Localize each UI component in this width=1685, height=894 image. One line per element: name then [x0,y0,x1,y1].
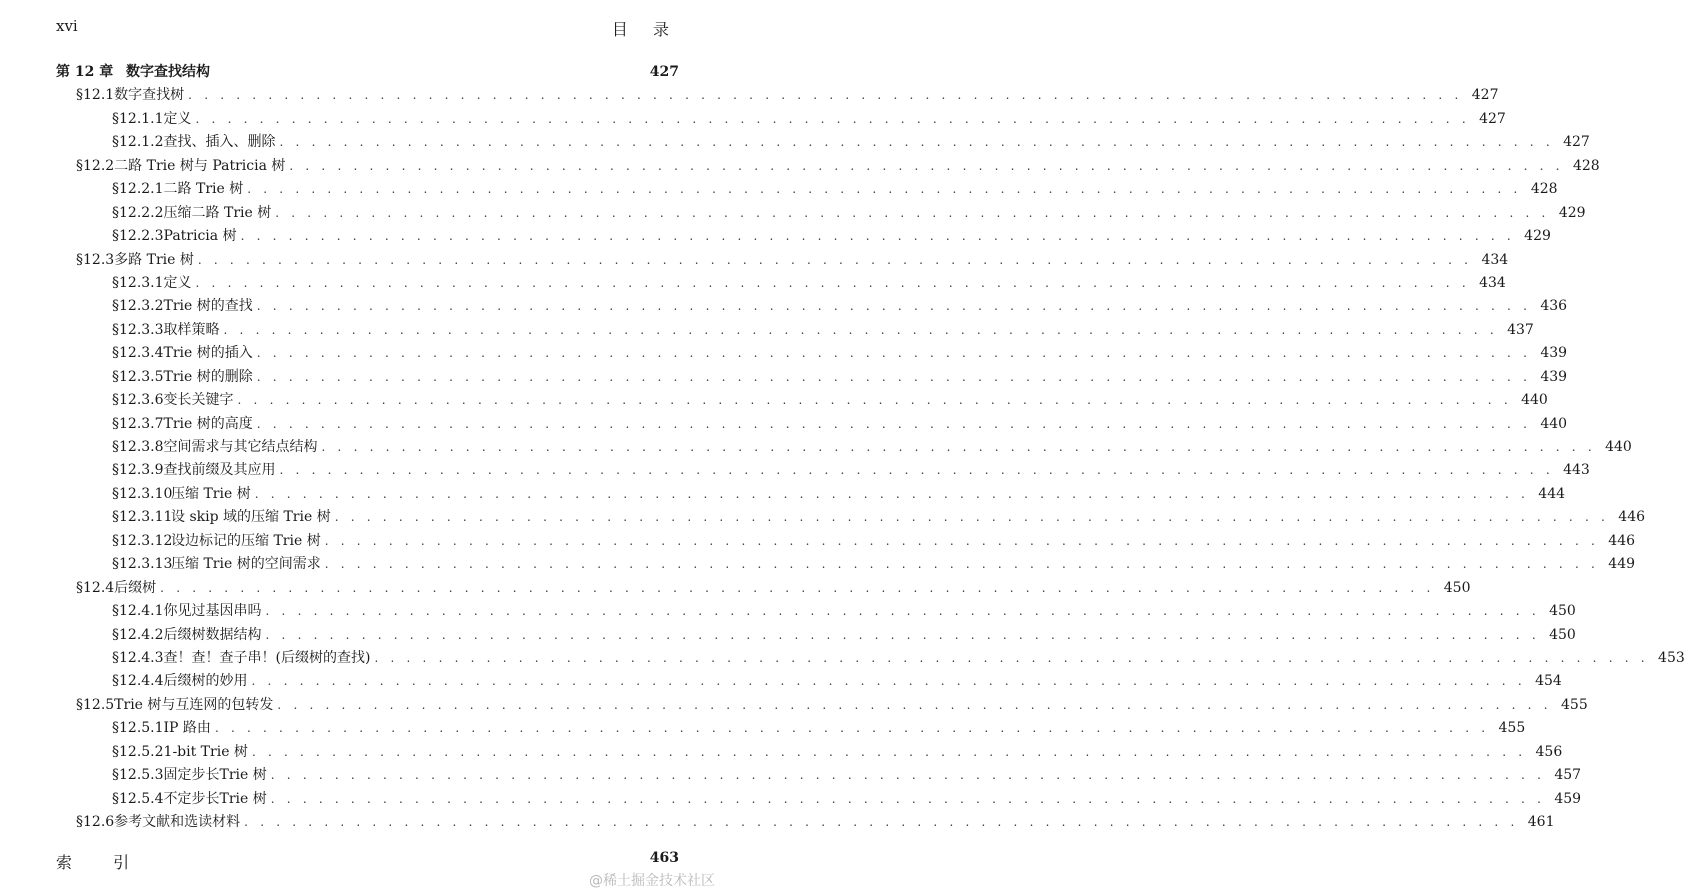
toc-page-number: 427 [1479,110,1506,127]
toc-title: 压缩 Trie 树的空间需求 [171,556,321,573]
toc-subsection-row[interactable] [56,413,1568,436]
dot-leader: . . . . . . . . . . . . . . . . . . . . . . . . . . . . . . . . . . . . . . . . . . . . . . . . . . . . . . . . . . . . . . . . . . . . . . . . . . . . . . . . [247,182,1522,197]
toc-subsection-row[interactable] [56,436,1632,459]
toc-title: 压缩 Trie 树 [171,485,251,502]
toc-title: Trie 树的插入 [163,345,253,362]
toc-page-number: 443 [1563,462,1590,479]
toc-title: 后缀树数据结构 [163,626,262,643]
toc-title: 变长关键字 [163,392,234,409]
toc-number: §12.2.3 [112,228,164,245]
toc-subsection-row[interactable] [56,483,1566,506]
toc-title: Trie 树的高度 [163,415,253,432]
toc-subsection-row[interactable] [56,366,1568,389]
toc-page-number: 427 [1471,87,1499,104]
toc-title: 二路 Trie 树 [163,181,244,198]
toc-page-number: 437 [1507,321,1534,338]
toc-title: 设边标记的压缩 Trie 树 [171,532,321,549]
toc-title: 固定步长Trie 树 [163,767,267,784]
toc-title: 你见过基因串吗 [163,603,262,620]
toc-title: 不定步长Trie 树 [163,790,267,807]
toc-page-number: 434 [1479,274,1506,291]
toc-page-number: 440 [1521,392,1548,409]
dot-leader: . . . . . . . . . . . . . . . . . . . . . . . . . . . . . . . . . . . . . . . . . . . . . . . . . . . . . . . . . . . . . . . . . . . . . . . . . . . . . . . . [237,393,1512,408]
toc-page-number: 434 [1481,251,1509,268]
dot-leader: . . . . . . . . . . . . . . . . . . . . . . . . . . . . . . . . . . . . . . . . . . . . . . . . . . . . . . . . . . . . . . . . . . . . . . . . . . . . . . . . [270,791,1546,806]
dot-leader: . . . . . . . . . . . . . . . . . . . . . . . . . . . . . . . . . . . . . . . . . . . . . . . . . . . . . . . . . . . . . . . . . . . . . . . . . . . . . . . . [240,229,1515,244]
toc-title: 二路 Trie 树与 Patricia 树 [114,157,286,174]
toc-number: §12.4.2 [112,626,164,643]
toc-section-row[interactable] [56,249,1509,272]
toc-subsection-row[interactable] [56,272,1506,295]
toc-subsection-row[interactable] [56,670,1562,693]
section-title: 目 录 [611,20,679,39]
toc-page-number: 450 [1549,626,1576,643]
dot-leader: . . . . . . . . . . . . . . . . . . . . . . . . . . . . . . . . . . . . . . . . . . . . . . . . . . . . . . . . . . . . . . . . . . . . . . . . . . . . . . . . [324,533,1600,548]
toc-number: §12.3.1 [112,274,164,291]
dot-leader: . . . . . . . . . . . . . . . . . . . . . . . . . . . . . . . . . . . . . . . . . . . . . . . . . . . . . . . . . . . . . . . . . . . . . . . . . . . . . . . . [270,768,1546,783]
dot-leader: . . . . . . . . . . . . . . . . . . . . . . . . . . . . . . . . . . . . . . . . . . . . . . . . . . . . . . . . . . . . . . . . . . . . . . . . . . . . . . . . [256,299,1532,314]
toc-subsection-row[interactable] [56,131,1590,154]
toc-title: 参考文献和选读材料 [114,814,241,830]
toc-title: 后缀树 [114,579,157,596]
dot-leader: . . . . . . . . . . . . . . . . . . . . . . . . . . . . . . . . . . . . . . . . . . . . . . . . . . . . . . . . . . . . . . . . . . . . . . . . . . . . . . . . [214,721,1490,736]
dot-leader: . . . . . . . . . . . . . . . . . . . . . . . . . . . . . . . . . . . . . . . . . . . . . . . . . . . . . . . . . . . . . . . . . . . . . . . . . . . . . . . . [197,252,1473,267]
index-entry[interactable] [56,850,679,873]
toc-subsection-row[interactable] [56,717,1526,740]
toc-section-row[interactable] [56,577,1471,600]
toc-number: §12.3.10 [112,485,173,502]
toc-subsection-row[interactable] [56,553,1636,576]
toc-number: §12.3.8 [112,439,164,455]
toc-subsection-row[interactable] [56,108,1506,131]
toc-number: §12.3 [76,251,115,268]
toc-title: 后缀树的妙用 [163,673,248,690]
toc-number: §12.1.2 [112,134,164,151]
toc-title: Trie 树与互连网的包转发 [114,696,274,713]
toc-title: IP 路由 [163,720,211,737]
toc-number: §12.5 [76,696,115,713]
toc-page-number: 446 [1608,532,1636,549]
toc-subsection-row[interactable] [56,506,1646,529]
dot-leader: . . . . . . . . . . . . . . . . . . . . . . . . . . . . . . . . . . . . . . . . . . . . . . . . . . . . . . . . . . . . . . . . . . . . . . . . . . . . . . . . [195,275,1470,290]
toc-subsection-row[interactable] [56,647,1685,670]
dot-leader: . . . . . . . . . . . . . . . . . . . . . . . . . . . . . . . . . . . . . . . . . . . . . . . . . . . . . . . . . . . . . . . . . . . . . . . . . . . . . . . . [254,486,1530,501]
toc-subsection-row[interactable] [56,741,1563,764]
toc-title: 设 skip 域的压缩 Trie 树 [171,509,331,526]
dot-leader: . . . . . . . . . . . . . . . . . . . . . . . . . . . . . . . . . . . . . . . . . . . . . . . . . . . . . . . . . . . . . . . . . . . . . . . . . . . . . . . . [256,369,1532,384]
toc-number: §12.2 [76,157,115,174]
toc-number: §12.2.1 [112,181,164,198]
toc-page-number: 461 [1527,814,1555,830]
dot-leader: . . . . . . . . . . . . . . . . . . . . . . . . . . . . . . . . . . . . . . . . . . . . . . . . . . . . . . . . . . . . . . . . . . . . . . . . . . . . . . . . [324,557,1600,572]
toc-subsection-row[interactable] [56,202,1586,225]
dot-leader: . . . . . . . . . . . . . . . . . . . . . . . . . . . . . . . . . . . . . . . . . . . . . . . . . . . . . . . . . . . . . . . . . . . . . . . . . . . . . . . . [277,697,1552,712]
toc-page-number: 457 [1554,767,1582,784]
toc-number: §12.6 [76,814,115,830]
toc-page-number: 429 [1524,228,1551,245]
toc-page-number: 440 [1540,415,1568,432]
index-page-number: 463 [649,850,679,866]
toc-number: §12.3.9 [112,462,164,479]
toc-number: 第 12 章 [56,64,114,80]
toc-title: Patricia 树 [163,228,237,245]
toc-page-number: 439 [1540,345,1568,362]
toc-number: §12.4 [76,579,115,596]
dot-leader: . . . . . . . . . . . . . . . . . . . . . . . . . . . . . . . . . . . . . . . . . . . . . . . . . . . . . . . . . . . . . . . . . . . . . . . . . . . . . . . . [275,205,1550,220]
dot-leader: . . . . . . . . . . . . . . . . . . . . . . . . . . . . . . . . . . . . . . . . . . . . . . . . . . . . . . . . . . . . . . . . . . . . . . . . . . . . . . . . [251,744,1527,759]
toc-number: §12.3.12 [112,532,173,549]
dot-leader: . . . . . . . . . . . . . . . . . . . . . . . . . . . . . . . . . . . . . . . . . . . . . . . . . . . . . . . . . . . . . . . . . . . . . . . . . . . . . . . . [279,463,1554,478]
toc-subsection-row[interactable] [56,178,1558,201]
toc-section-row[interactable] [56,84,1499,107]
toc-number: §12.3.6 [112,392,164,409]
toc-title: 定义 [163,110,192,127]
toc-page-number: 446 [1618,509,1646,526]
dot-leader: . . . . . . . . . . . . . . . . . . . . . . . . . . . . . . . . . . . . . . . . . . . . . . . . . . . . . . . . . . . . . . . . . . . . . . . . . . . . . . . . [256,346,1532,361]
toc-page-number: 428 [1572,157,1600,174]
toc-number: §12.5.1 [112,720,164,737]
toc-page-number: 429 [1558,204,1586,221]
toc-page-number: 453 [1658,649,1685,666]
toc-subsection-row[interactable] [56,788,1582,811]
toc-subsection-row[interactable] [56,764,1582,787]
toc-subsection-row[interactable] [56,624,1576,647]
toc-title: 定义 [163,274,192,291]
toc-page-number: 436 [1540,298,1568,315]
toc-page-number: 439 [1540,368,1568,385]
toc-number: §12.2.2 [112,204,164,221]
index-label: 索 引 [56,853,148,872]
toc-chapter-row[interactable] [56,61,679,84]
toc-title: 1-bit Trie 树 [163,743,248,760]
toc-page-number: 428 [1530,181,1558,198]
toc-subsection-row[interactable] [56,319,1534,342]
toc-page-number: 440 [1605,439,1632,455]
toc-page-number: 454 [1535,673,1562,690]
toc-subsection-row[interactable] [56,600,1576,623]
toc-subsection-row[interactable] [56,342,1568,365]
toc-section-row[interactable] [56,811,1555,834]
toc-title: 多路 Trie 树 [114,251,194,268]
toc-number: §12.3.2 [112,298,164,315]
toc-page-number: 427 [1563,134,1590,151]
dot-leader: . . . . . . . . . . . . . . . . . . . . . . . . . . . . . . . . . . . . . . . . . . . . . . . . . . . . . . . . . . . . . . . . . . . . . . . . . . . . . . . . [321,440,1596,454]
toc-number: §12.4.4 [112,673,164,690]
toc-page-number: 459 [1554,790,1582,807]
toc-page-number: 455 [1561,696,1588,713]
toc-number: §12.4.1 [112,603,164,620]
table-of-contents [56,61,1685,834]
toc-number: §12.3.7 [112,415,164,432]
dot-leader: . . . . . . . . . . . . . . . . . . . . . . . . . . . . . . . . . . . . . . . . . . . . . . . . . . . . . . . . . . . . . . . . . . . . . . . . . . . . . . . . [279,135,1554,150]
toc-number: §12.3.3 [112,321,164,338]
toc-subsection-row[interactable] [56,459,1590,482]
toc-title: Trie 树的查找 [163,298,253,315]
toc-number: §12.5.2 [112,743,164,760]
dot-leader: . . . . . . . . . . . . . . . . . . . . . . . . . . . . . . . . . . . . . . . . . . . . . . . . . . . . . . . . . . . . . . . . . . . . . . . . . . . . . . . . [188,88,1463,103]
toc-title: 取样策略 [163,321,220,338]
dot-leader: . . . . . . . . . . . . . . . . . . . . . . . . . . . . . . . . . . . . . . . . . . . . . . . . . . . . . . . . . . . . . . . . . . . . . . . . . . . . . . . . [374,650,1649,665]
toc-title: 数字查找树 [114,87,185,104]
toc-title: 数字查找结构 [126,64,210,80]
toc-page-number: 449 [1608,556,1636,573]
toc-number: §12.1 [76,87,115,104]
toc-number: §12.4.3 [112,649,164,666]
dot-leader: . . . . . . . . . . . . . . . . . . . . . . . . . . . . . . . . . . . . . . . . . . . . . . . . . . . . . . . . . . . . . . . . . . . . . . . . . . . . . . . . [334,510,1610,525]
watermark: @稀土掘金技术社区 [589,873,715,889]
toc-title: 空间需求与其它结点结构 [163,439,318,455]
dot-leader: . . . . . . . . . . . . . . . . . . . . . . . . . . . . . . . . . . . . . . . . . . . . . . . . . . . . . . . . . . . . . . . . . . . . . . . . . . . . . . . . [244,815,1519,829]
toc-page-number: 450 [1443,579,1471,596]
toc-title: 压缩二路 Trie 树 [163,204,272,221]
dot-leader: . . . . . . . . . . . . . . . . . . . . . . . . . . . . . . . . . . . . . . . . . . . . . . . . . . . . . . . . . . . . . . . . . . . . . . . . . . . . . . . . [195,111,1470,126]
toc-subsection-row[interactable] [56,295,1568,318]
toc-subsection-row[interactable] [56,530,1636,553]
toc-page-number: 450 [1549,603,1576,620]
dot-leader: . . . . . . . . . . . . . . . . . . . . . . . . . . . . . . . . . . . . . . . . . . . . . . . . . . . . . . . . . . . . . . . . . . . . . . . . . . . . . . . . [289,158,1564,173]
toc-number: §12.3.13 [112,556,173,573]
dot-leader: . . . . . . . . . . . . . . . . . . . . . . . . . . . . . . . . . . . . . . . . . . . . . . . . . . . . . . . . . . . . . . . . . . . . . . . . . . . . . . . . [265,604,1540,619]
toc-title: 查找、插入、删除 [163,134,276,151]
toc-subsection-row[interactable] [56,225,1551,248]
toc-number: §12.1.1 [112,110,164,127]
dot-leader: . . . . . . . . . . . . . . . . . . . . . . . . . . . . . . . . . . . . . . . . . . . . . . . . . . . . . . . . . . . . . . . . . . . . . . . . . . . . . . . . [160,580,1435,595]
toc-page-number: 444 [1538,485,1566,502]
toc-page-number: 456 [1535,743,1563,760]
toc-page-number: 455 [1498,720,1526,737]
toc-subsection-row[interactable] [56,389,1548,412]
toc-page-number: 427 [649,64,679,80]
toc-title: 查！查！查子串！(后缀树的查找) [163,649,371,666]
dot-leader: . . . . . . . . . . . . . . . . . . . . . . . . . . . . . . . . . . . . . . . . . . . . . . . . . . . . . . . . . . . . . . . . . . . . . . . . . . . . . . . . [265,627,1540,642]
toc-title: Trie 树的删除 [163,368,253,385]
toc-title: 查找前缀及其应用 [163,462,276,479]
toc-number: §12.3.11 [112,509,173,526]
page-number: xvi [56,17,78,35]
dot-leader: . . . . . . . . . . . . . . . . . . . . . . . . . . . . . . . . . . . . . . . . . . . . . . . . . . . . . . . . . . . . . . . . . . . . . . . . . . . . . . . . [223,322,1498,337]
dot-leader: . . . . . . . . . . . . . . . . . . . . . . . . . . . . . . . . . . . . . . . . . . . . . . . . . . . . . . . . . . . . . . . . . . . . . . . . . . . . . . . . [256,416,1532,431]
toc-section-row[interactable] [56,694,1588,717]
dot-leader: . . . . . . . . . . . . . . . . . . . . . . . . . . . . . . . . . . . . . . . . . . . . . . . . . . . . . . . . . . . . . . . . . . . . . . . . . . . . . . . . [251,674,1526,689]
toc-number: §12.3.4 [112,345,164,362]
toc-number: §12.5.3 [112,767,164,784]
toc-section-row[interactable] [56,155,1600,178]
toc-number: §12.5.4 [112,790,164,807]
toc-number: §12.3.5 [112,368,164,385]
